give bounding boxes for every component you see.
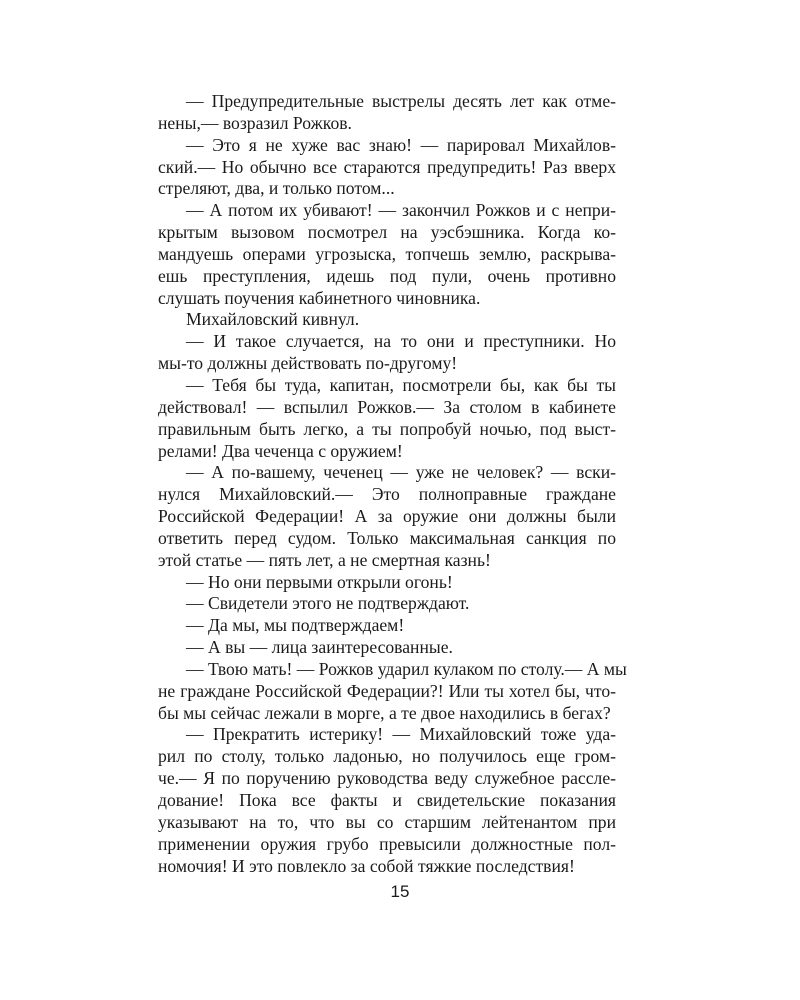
text-line: — А потом их убивают! — закончил Рожков и с непри- <box>186 200 616 221</box>
text-line: этой статье — пять лет, а не смертная казнь! <box>158 549 491 570</box>
paragraph <box>158 375 616 462</box>
text-line: — И такое случается, на то они и преступники. Но <box>186 331 616 352</box>
text-line: применении оружия грубо превысили должностные пол- <box>158 833 616 854</box>
text-line: — Предупредительные выстрелы десять лет как отме- <box>186 91 616 111</box>
paragraph <box>158 135 616 201</box>
text-line: правильным быть легко, а ты попробуй ночью, под выст- <box>158 418 616 439</box>
text-line: ешь преступления, идешь под пули, очень противно <box>158 265 616 286</box>
text-line: дование! Пока все факты и свидетельские показания <box>158 790 616 810</box>
paragraph <box>158 462 616 571</box>
text-line: — Свидетели этого не подтверждают. <box>186 593 470 614</box>
text-line: нены,— возразил Рожков. <box>158 112 352 133</box>
text-line: релами! Два чеченца с оружием! <box>158 440 403 461</box>
paragraph <box>158 724 616 877</box>
paragraph <box>158 572 616 594</box>
paragraph <box>158 615 616 637</box>
paragraph <box>158 309 616 331</box>
text-line: Российской Федерации! А за оружие они должны были <box>158 506 616 527</box>
text-line: — Прекратить истерику! — Михайловский тоже уда- <box>186 724 616 745</box>
paragraph <box>158 593 616 615</box>
text-line: указывают на то, что вы со старшим лейтенантом при <box>158 811 616 832</box>
paragraph <box>158 637 616 659</box>
text-line: бы мы сейчас лежали в морге, а те двое находились в бегах? <box>158 702 611 723</box>
text-line: рил по столу, только ладонью, но получилось еще гром- <box>158 746 616 767</box>
text-line: — А вы — лица заинтересованные. <box>186 637 453 658</box>
text-line: ский.— Но обычно все стараются предупредить! Раз вверх <box>158 156 616 177</box>
text-line: — Тебя бы туда, капитан, посмотрели бы, как бы ты <box>186 374 616 395</box>
text-line: не граждане Российской Федерации?! Или ты хотел бы, что- <box>158 680 616 701</box>
page-number: 15 <box>390 882 410 901</box>
text-line: — Твою мать! — Рожков ударил кулаком по столу.— А мы <box>186 658 627 679</box>
paragraph <box>158 91 616 135</box>
text-line: — А по-вашему, чеченец — уже не человек? — вски- <box>186 462 616 483</box>
paragraph <box>158 658 627 725</box>
text-line: — Да мы, мы подтверждаем! <box>186 615 405 636</box>
text-line: че.— Я по поручению руководства веду служебное рассле- <box>158 768 616 789</box>
text-line: крытым вызовом посмотрел на уэсбэшника. Когда ко- <box>158 222 616 243</box>
text-line: мы-то должны действовать по-другому! <box>158 353 458 374</box>
text-line: — Но они первыми открыли огонь! <box>186 571 453 592</box>
text-line: мандуешь операми угрозыска, топчешь землю, раскрыва- <box>158 243 616 264</box>
text-line: — Это я не хуже вас знаю! — парировал Михайлов- <box>186 134 616 155</box>
text-line: ответить перед судом. Только максимальная санкция по <box>158 527 616 548</box>
paragraph <box>158 200 616 309</box>
text-line: стреляют, два, и только потом... <box>158 178 395 199</box>
text-line: Михайловский кивнул. <box>186 309 360 330</box>
body-text <box>158 91 627 877</box>
text-line: нулся Михайловский.— Это полноправные граждане <box>158 484 616 505</box>
text-line: действовал! — вспылил Рожков.— За столом в кабинете <box>158 396 616 417</box>
text-line: слушать поучения кабинетного чиновника. <box>158 287 481 308</box>
text-line: номочия! И это повлекло за собой тяжкие последствия! <box>158 855 575 876</box>
paragraph <box>158 331 616 375</box>
